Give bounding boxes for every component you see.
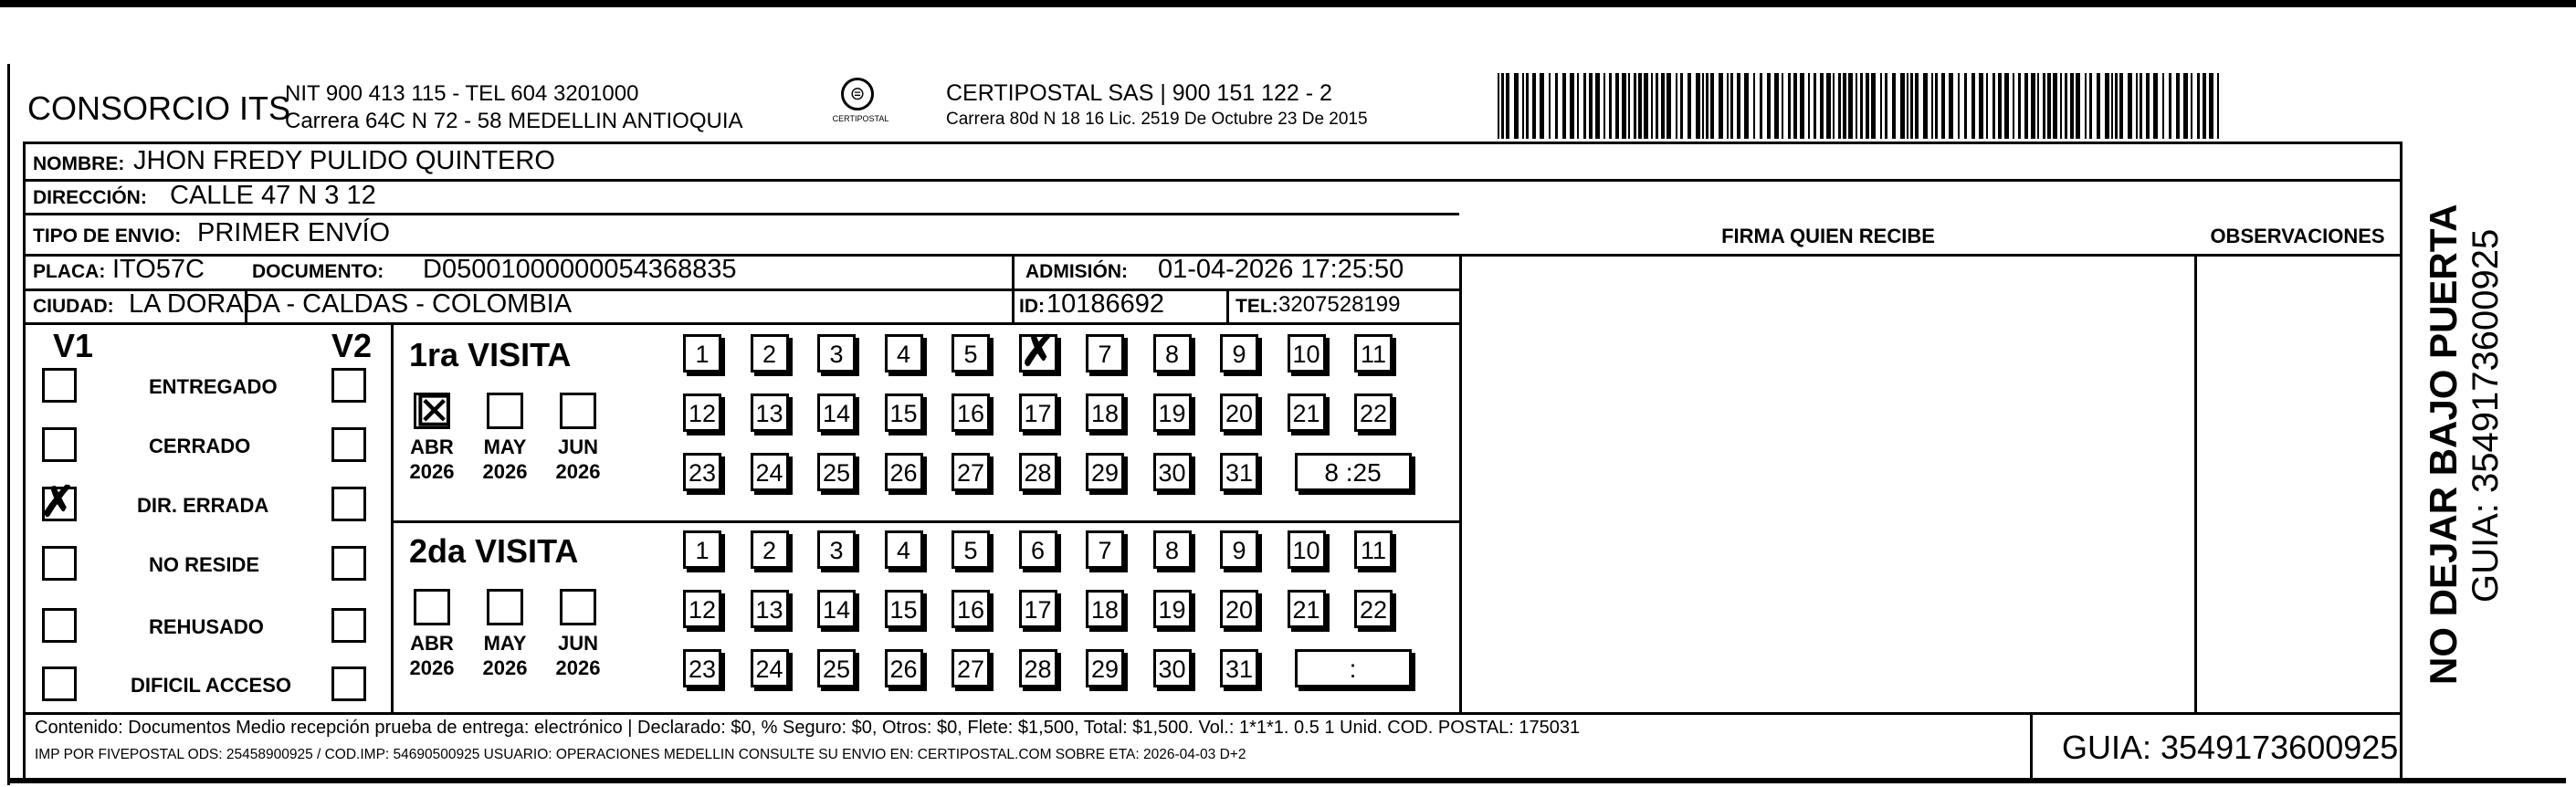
barcode-bar [1506, 73, 1509, 139]
footer-content-line: Contenido: Documentos Medio recepción prueba de entrega: electrónico | Declarado: $0, % Seguro: $0, Otros: $0, Flete: $1,500, Total: $1,500. Vol.: 1*1*1. 0.5 1 Unid. COD. POSTAL: 175031 [35, 718, 1581, 738]
v1-checkbox[interactable] [42, 427, 77, 462]
day-box-3[interactable]: 3 [817, 334, 856, 373]
company-nit: NIT 900 413 115 - TEL 604 3201000 [285, 81, 639, 106]
month-name: ABR [410, 632, 454, 655]
barcode-bar [2115, 73, 2118, 139]
day-box-2[interactable]: 2 [751, 530, 789, 569]
check-mark-icon: ✗ [40, 477, 76, 525]
v1-checkbox[interactable] [42, 608, 77, 643]
barcode-bar [1753, 73, 1755, 139]
company-name: CONSORCIO ITS [27, 89, 291, 127]
barcode-bar [1570, 73, 1574, 139]
month-year: 2026 [409, 656, 455, 679]
certipostal-logo [826, 78, 899, 132]
month-checkbox[interactable] [560, 393, 596, 429]
barcode-bar [1826, 73, 1831, 139]
barcode-bar [1900, 73, 1905, 139]
barcode-bar [1628, 73, 1630, 139]
v2-checkbox[interactable] [331, 368, 366, 403]
documento-value: D05001000000054368835 [423, 255, 737, 284]
signature-left-divider [1459, 254, 1462, 712]
day-box-14[interactable]: 14 [817, 394, 856, 432]
v2-checkbox[interactable] [331, 487, 366, 521]
barcode-bar [2140, 73, 2142, 139]
barcode-bar [1532, 73, 1536, 139]
day-box-26[interactable]: 26 [885, 649, 923, 687]
month-year: 2026 [482, 656, 528, 679]
barcode-bar [2183, 73, 2188, 139]
day-box-12[interactable]: 12 [683, 394, 721, 432]
v2-checkbox[interactable] [331, 546, 366, 581]
day-box-27[interactable]: 27 [952, 649, 990, 687]
day-box-3[interactable]: 3 [817, 530, 856, 569]
status-label: DIFICIL ACCESO [131, 674, 292, 697]
month-label [478, 435, 532, 484]
barcode-bar [1710, 73, 1714, 139]
status-divider [391, 322, 394, 712]
day-box-13[interactable]: 13 [751, 590, 789, 628]
barcode-bar [1667, 73, 1671, 139]
barcode-bar [1702, 73, 1704, 139]
barcode-bar [1696, 73, 1700, 139]
status-label: REHUSADO [149, 615, 264, 638]
v1-checkbox[interactable] [42, 487, 77, 521]
firma-header: FIRMA QUIEN RECIBE [1721, 225, 1935, 247]
v2-checkbox[interactable] [331, 427, 366, 462]
day-box-1[interactable]: 1 [683, 530, 721, 569]
barcode-bar [2197, 73, 2200, 139]
row-divider [26, 322, 1459, 325]
admision-value: 01-04-2026 17:25:50 [1158, 255, 1404, 284]
barcode-bar [1931, 73, 1933, 139]
day-box-7[interactable]: 7 [1086, 334, 1124, 373]
day-box-5[interactable]: 5 [952, 334, 990, 373]
barcode-bar [1727, 73, 1729, 139]
day-box-16[interactable]: 16 [952, 394, 990, 432]
barcode-bar [1979, 73, 1983, 139]
month-checkbox[interactable] [414, 393, 450, 429]
direccion-label: DIRECCIÓN: [33, 187, 147, 208]
nombre-label: NOMBRE: [33, 153, 125, 174]
month-year: 2026 [482, 460, 528, 483]
carrier-name: CERTIPOSTAL SAS | 900 151 122 - 2 [946, 80, 1332, 106]
cell-divider [1226, 289, 1229, 322]
month-name: JUN [557, 435, 598, 458]
barcode-bar [1706, 73, 1709, 139]
admision-label: ADMISIÓN: [1025, 261, 1128, 282]
barcode-bar [1730, 73, 1733, 139]
barcode-bar [1793, 73, 1797, 139]
barcode-bar [1782, 73, 1783, 139]
barcode-bar [1577, 73, 1579, 139]
barcode-bar [1680, 73, 1683, 139]
barcode-bar [2085, 73, 2087, 139]
ciudad-label: CIUDAD: [33, 296, 114, 317]
barcode-bar [2146, 73, 2150, 139]
day-box-25[interactable]: 25 [817, 649, 856, 687]
footer-print-line: IMP POR FIVEPOSTAL ODS: 25458900925 / COD.IMP: 54690500925 USUARIO: OPERACIONES MEDELLIN CONSULTE SU ENVIO EN: CERTIPOSTAL.COM SOBRE ETA: 2026-04-03 D+2 [35, 747, 1246, 762]
barcode-bar [1562, 73, 1566, 139]
month-label [405, 631, 459, 680]
barcode-bar [1788, 73, 1791, 139]
day-box-11[interactable]: 11 [1354, 334, 1393, 373]
barcode-bar [2047, 73, 2051, 139]
day-box-9[interactable]: 9 [1220, 530, 1258, 569]
cell-divider [1012, 254, 1015, 322]
barcode-bar [1838, 73, 1841, 139]
left-border [7, 64, 10, 785]
barcode-bar [1964, 73, 1967, 139]
barcode-bar [1915, 73, 1919, 139]
barcode-bar [2031, 73, 2035, 139]
status-label: DIR. ERRADA [137, 494, 269, 517]
barcode-bar [1860, 73, 1863, 139]
day-box-22[interactable]: 22 [1354, 394, 1393, 432]
day-box-9[interactable]: 9 [1220, 334, 1258, 373]
day-box-25[interactable]: 25 [817, 453, 856, 491]
barcode-bar [2111, 73, 2113, 139]
barcode-bar [1866, 73, 1869, 139]
barcode-bar [1622, 73, 1626, 139]
day-box-15[interactable]: 15 [885, 394, 923, 432]
row-divider [26, 213, 1459, 215]
barcode-bar [1880, 73, 1882, 139]
barcode-bar [1833, 73, 1835, 139]
month-year: 2026 [555, 656, 601, 679]
barcode-bar [1856, 73, 1857, 139]
logo-emblem-icon: ⊜ [841, 78, 874, 110]
barcode-bar [1549, 73, 1551, 139]
nombre-value: JHON FREDY PULIDO QUINTERO [133, 146, 555, 175]
barcode-bar [2136, 73, 2138, 139]
barcode-bar [1540, 73, 1544, 139]
status-label: CERRADO [149, 435, 251, 457]
month-name: MAY [483, 632, 527, 655]
day-box-4[interactable]: 4 [885, 530, 923, 569]
month-checkbox[interactable] [560, 589, 596, 625]
barcode-bar [2053, 73, 2057, 139]
barcode-bar [1949, 73, 1953, 139]
barcode-bar [1555, 73, 1558, 139]
barcode-bar [2105, 73, 2109, 139]
barcode-bar [1583, 73, 1586, 139]
check-mark-icon: ✗ [1020, 327, 1057, 374]
barcode-bar [1661, 73, 1665, 139]
ciudad-value: LA DORADA - CALDAS - COLOMBIA [129, 289, 573, 319]
first-visit-title: 1ra VISITA [409, 336, 572, 373]
barcode-bar [1800, 73, 1804, 139]
day-box-17[interactable]: 17 [1019, 394, 1057, 432]
barcode-bar [2065, 73, 2067, 139]
day-box-31[interactable]: 31 [1220, 649, 1258, 687]
second-visit-title: 2da VISITA [409, 532, 579, 570]
day-box-12[interactable]: 12 [683, 590, 721, 628]
day-box-1[interactable]: 1 [683, 334, 721, 373]
barcode-bar [2089, 73, 2092, 139]
day-box-21[interactable]: 21 [1288, 394, 1326, 432]
day-box-28[interactable]: 28 [1019, 453, 1057, 491]
id-label: ID: [1019, 296, 1045, 317]
barcode-bar [1638, 73, 1642, 139]
barcode-bar [2203, 73, 2206, 139]
barcode-bar [1848, 73, 1853, 139]
month-year: 2026 [555, 460, 601, 483]
month-checkbox[interactable] [487, 589, 523, 625]
barcode [1498, 73, 2224, 139]
barcode-bar [1737, 73, 1740, 139]
barcode-bar [1656, 73, 1658, 139]
month-label [551, 435, 605, 484]
month-label [405, 435, 459, 484]
day-box-26[interactable]: 26 [885, 453, 923, 491]
barcode-bar [1634, 73, 1636, 139]
time-box[interactable]: : [1295, 649, 1412, 687]
barcode-bar [2043, 73, 2045, 139]
barcode-bar [2153, 73, 2158, 139]
day-box-8[interactable]: 8 [1153, 530, 1192, 569]
barcode-bar [1644, 73, 1648, 139]
barcode-bar [1843, 73, 1846, 139]
barcode-bar [1676, 73, 1677, 139]
barcode-bar [2169, 73, 2171, 139]
check-mark-icon: ☒ [415, 387, 454, 435]
barcode-bar [1907, 73, 1908, 139]
day-box-31[interactable]: 31 [1220, 453, 1258, 491]
barcode-bar [2018, 73, 2021, 139]
day-box-30[interactable]: 30 [1153, 453, 1192, 491]
barcode-bar [1760, 73, 1762, 139]
guia-divider [2030, 712, 2033, 781]
day-box-6[interactable]: 6 [1019, 530, 1057, 569]
v1-checkbox[interactable] [42, 666, 77, 701]
v2-checkbox[interactable] [331, 666, 366, 701]
barcode-bar [1814, 73, 1816, 139]
month-label [551, 631, 605, 680]
barcode-bar [1892, 73, 1896, 139]
barcode-bar [2209, 73, 2213, 139]
day-box-13[interactable]: 13 [751, 394, 789, 432]
day-box-8[interactable]: 8 [1153, 334, 1192, 373]
delivery-form [23, 142, 2403, 781]
guia-number: GUIA: 3549173600925 [2062, 729, 2399, 766]
month-year: 2026 [409, 460, 455, 483]
status-label: ENTREGADO [149, 375, 278, 398]
barcode-bar [2097, 73, 2100, 139]
v2-checkbox[interactable] [331, 608, 366, 643]
tipo-envio-label: TIPO DE ENVIO: [33, 226, 182, 247]
visit-divider [391, 520, 1459, 523]
day-box-18[interactable]: 18 [1086, 590, 1124, 628]
barcode-bar [1885, 73, 1887, 139]
barcode-bar [1923, 73, 1928, 139]
barcode-bar [1514, 73, 1519, 139]
barcode-bar [1595, 73, 1600, 139]
documento-label: DOCUMENTO: [252, 261, 384, 282]
day-box-20[interactable]: 20 [1220, 590, 1258, 628]
barcode-bar [2024, 73, 2028, 139]
placa-label: PLACA: [33, 261, 106, 282]
barcode-bar [1589, 73, 1593, 139]
logo-text: CERTIPOSTAL [832, 114, 889, 123]
company-info [285, 80, 743, 135]
carrier-address: Carrera 80d N 18 16 Lic. 2519 De Octubre 23 De 2015 [946, 110, 1368, 129]
day-box-14[interactable]: 14 [817, 590, 856, 628]
day-box-15[interactable]: 15 [885, 590, 923, 628]
day-box-4[interactable]: 4 [885, 334, 923, 373]
day-box-5[interactable]: 5 [952, 530, 990, 569]
side-guia-number: GUIA: 3549173600925 [2466, 228, 2506, 603]
barcode-bar [1774, 73, 1779, 139]
barcode-bar [2191, 73, 2192, 139]
day-box-19[interactable]: 19 [1153, 590, 1192, 628]
day-box-16[interactable]: 16 [952, 590, 990, 628]
barcode-bar [1719, 73, 1723, 139]
footer-divider [26, 712, 2400, 715]
row-divider [26, 179, 2400, 182]
time-box[interactable]: 8 :25 [1295, 453, 1412, 491]
day-box-19[interactable]: 19 [1153, 394, 1192, 432]
barcode-bar [1498, 73, 1499, 139]
direccion-value: CALLE 47 N 3 12 [170, 181, 376, 210]
company-address: Carrera 64C N 72 - 58 MEDELLIN ANTIOQUIA [285, 109, 743, 133]
month-checkbox[interactable] [487, 393, 523, 429]
barcode-bar [1958, 73, 1960, 139]
placa-value: ITO57C [112, 255, 205, 284]
barcode-bar [1998, 73, 2002, 139]
barcode-bar [1501, 73, 1504, 139]
day-box-7[interactable]: 7 [1086, 530, 1124, 569]
barcode-bar [1971, 73, 1975, 139]
barcode-bar [1609, 73, 1612, 139]
day-box-6[interactable] [1019, 327, 1057, 374]
observaciones-header: OBSERVACIONES [2210, 225, 2385, 247]
day-box-10[interactable]: 10 [1288, 530, 1326, 569]
barcode-bar [2119, 73, 2123, 139]
day-box-28[interactable]: 28 [1019, 649, 1057, 687]
status-label: NO RESIDE [149, 553, 260, 576]
barcode-bar [2162, 73, 2164, 139]
barcode-bar [1941, 73, 1945, 139]
barcode-bar [1910, 73, 1913, 139]
day-box-17[interactable]: 17 [1019, 590, 1057, 628]
barcode-bar [2004, 73, 2009, 139]
barcode-bar [1526, 73, 1529, 139]
month-name: JUN [557, 632, 598, 655]
day-box-22[interactable]: 22 [1354, 590, 1393, 628]
barcode-bar [1808, 73, 1810, 139]
day-box-23[interactable]: 23 [683, 649, 721, 687]
barcode-bar [1986, 73, 1988, 139]
observations-divider [2194, 254, 2197, 712]
barcode-bar [2060, 73, 2062, 139]
day-box-11[interactable]: 11 [1354, 530, 1393, 569]
id-value: 10186692 [1046, 289, 1165, 319]
v2-header: V2 [331, 327, 373, 364]
barcode-bar [1935, 73, 1938, 139]
barcode-bar [1767, 73, 1771, 139]
barcode-bar [2070, 73, 2074, 139]
barcode-bar [1744, 73, 1749, 139]
day-box-24[interactable]: 24 [751, 453, 789, 491]
barcode-bar [1871, 73, 1876, 139]
barcode-bar [2176, 73, 2180, 139]
day-box-10[interactable]: 10 [1288, 334, 1326, 373]
barcode-bar [2217, 73, 2219, 139]
tipo-envio-value: PRIMER ENVÍO [197, 218, 391, 247]
month-name: MAY [483, 435, 527, 458]
barcode-bar [1820, 73, 1824, 139]
barcode-bar [1615, 73, 1619, 139]
top-border [0, 0, 2576, 7]
barcode-bar [2013, 73, 2014, 139]
v1-header: V1 [53, 327, 94, 364]
v1-checkbox[interactable] [42, 546, 77, 581]
barcode-bar [2128, 73, 2132, 139]
barcode-bar [2037, 73, 2039, 139]
day-box-20[interactable]: 20 [1220, 394, 1258, 432]
day-box-23[interactable]: 23 [683, 453, 721, 491]
month-name: ABR [410, 435, 454, 458]
barcode-bar [1688, 73, 1691, 139]
barcode-bar [1651, 73, 1653, 139]
no-dejar-bajo-puerta-text: NO DEJAR BAJO PUERTA [2422, 204, 2465, 685]
tel-value: 3207528199 [1278, 292, 1401, 317]
tel-label: TEL: [1235, 296, 1278, 317]
day-box-29[interactable]: 29 [1086, 649, 1124, 687]
day-box-29[interactable]: 29 [1086, 453, 1124, 491]
day-box-21[interactable]: 21 [1288, 590, 1326, 628]
month-checkbox[interactable] [414, 589, 450, 625]
day-box-30[interactable]: 30 [1153, 649, 1192, 687]
v1-checkbox[interactable] [42, 368, 77, 403]
day-box-24[interactable]: 24 [751, 649, 789, 687]
day-box-2[interactable]: 2 [751, 334, 789, 373]
barcode-bar [1522, 73, 1524, 139]
month-label [478, 631, 532, 680]
day-box-18[interactable]: 18 [1086, 394, 1124, 432]
day-box-27[interactable]: 27 [952, 453, 990, 491]
barcode-bar [2076, 73, 2080, 139]
barcode-bar [1992, 73, 1995, 139]
barcode-bar [1603, 73, 1605, 139]
